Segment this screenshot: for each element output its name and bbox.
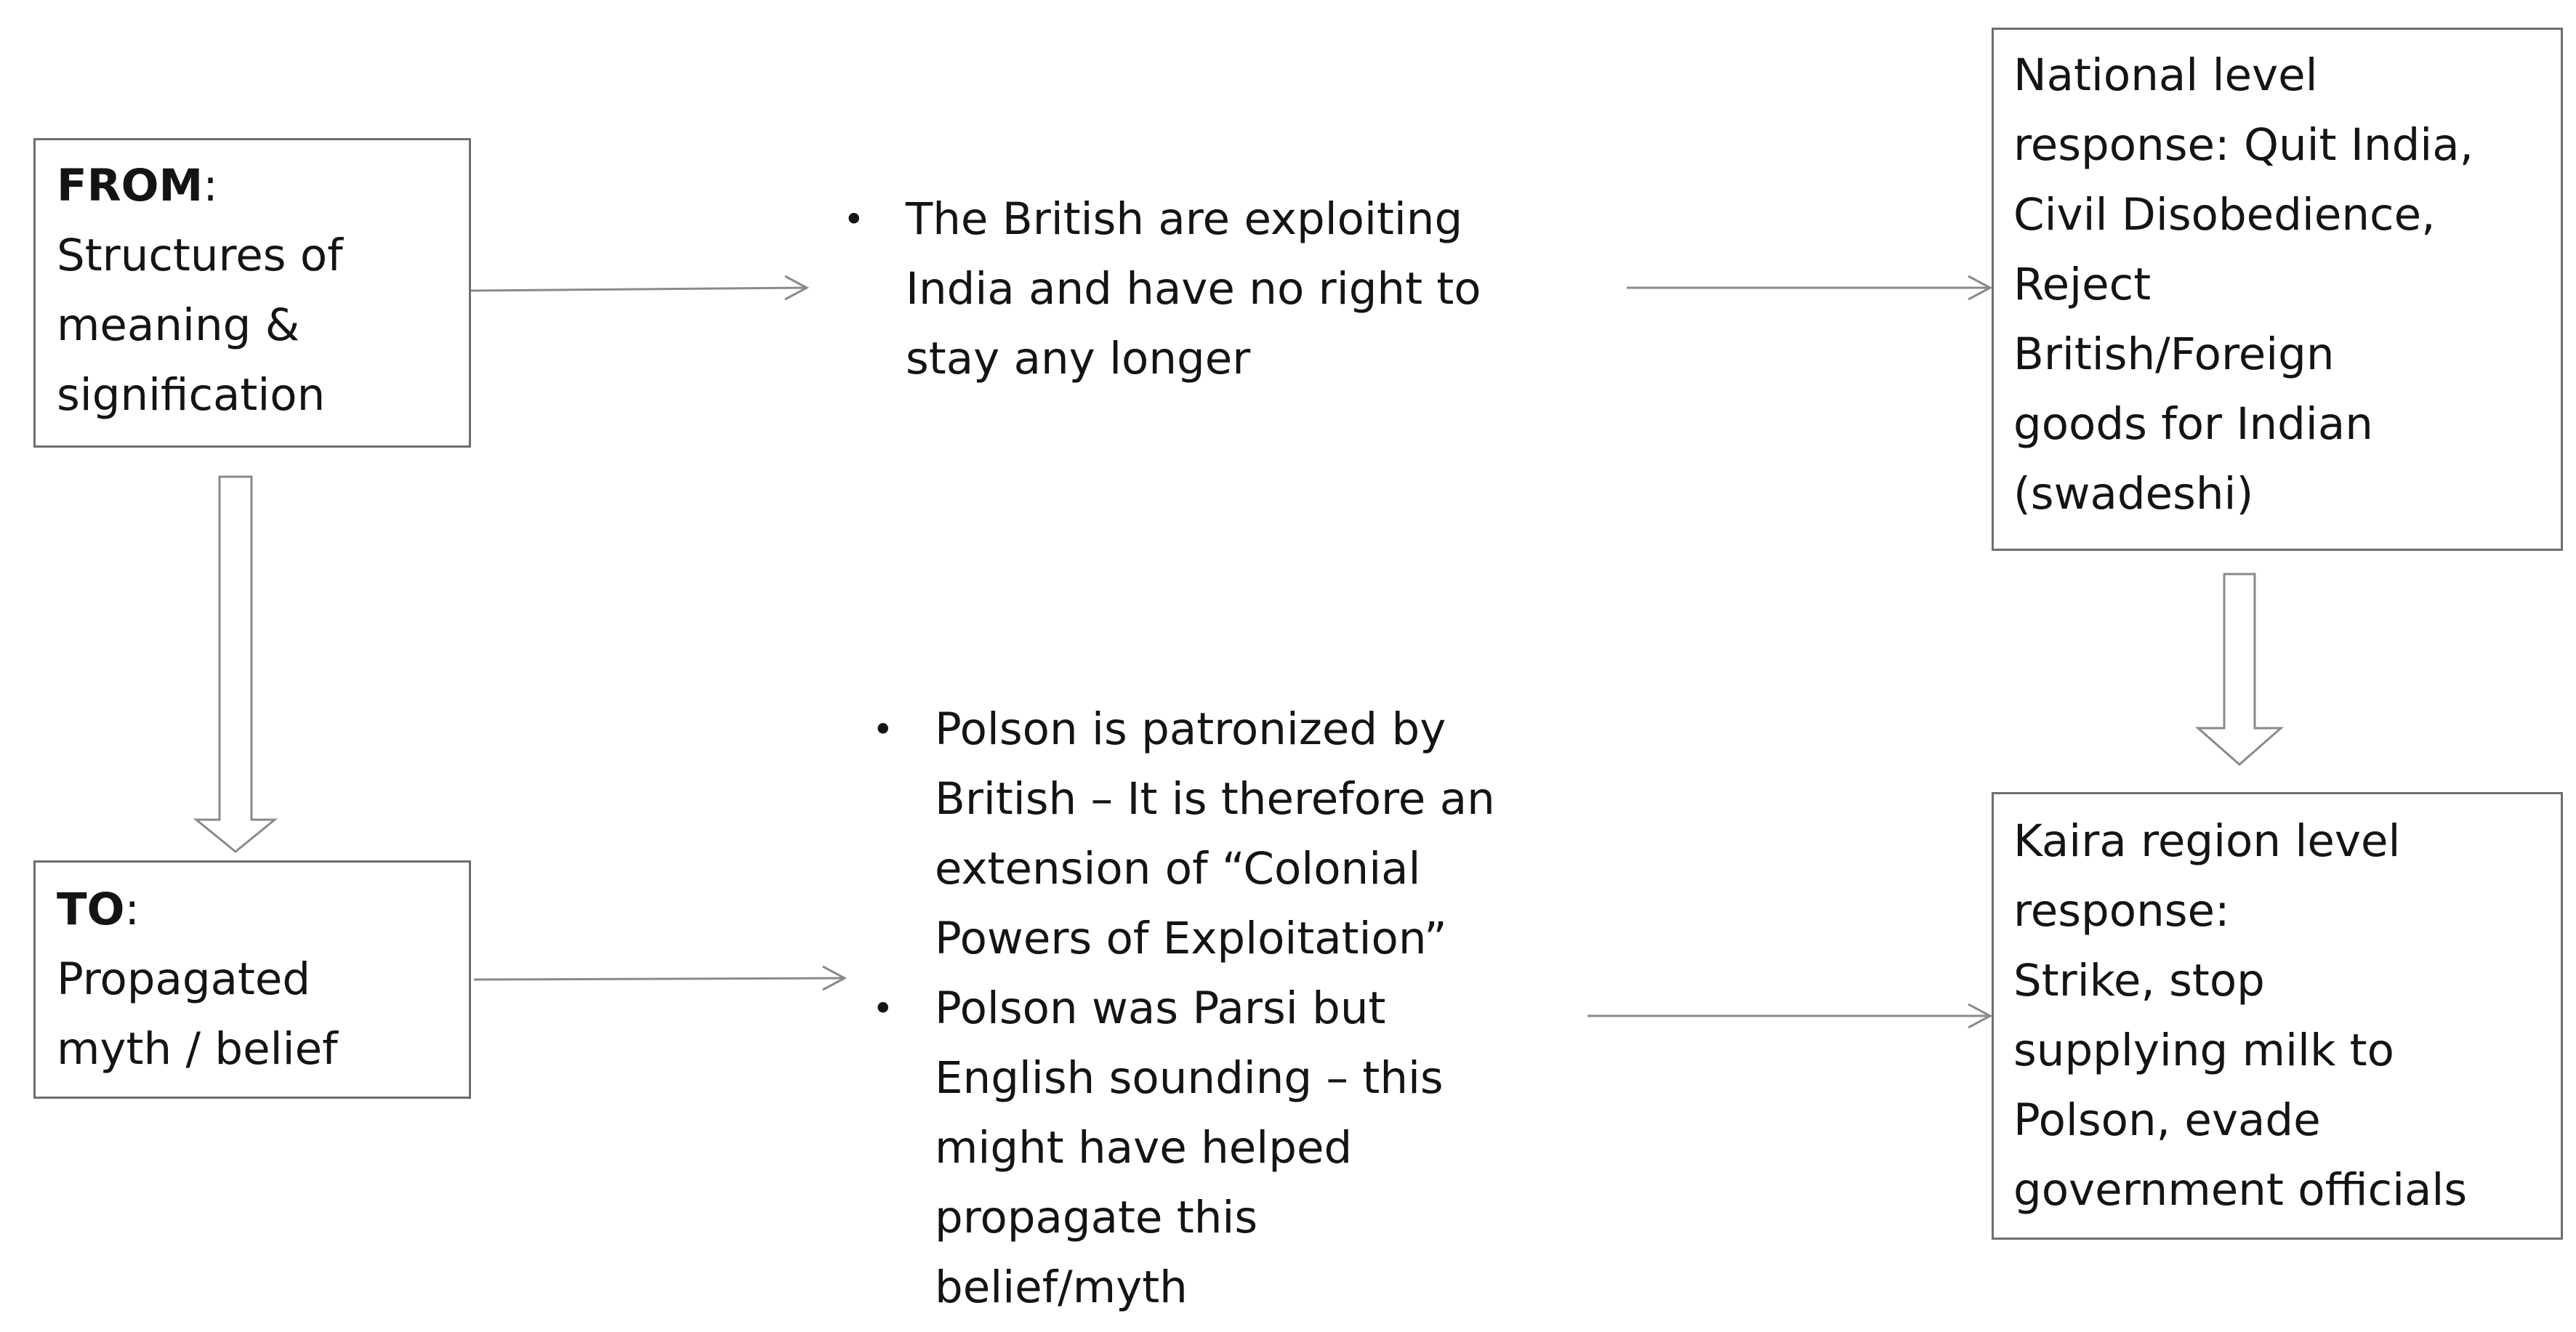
bullet-line: Powers of Exploitation” bbox=[935, 913, 1447, 964]
bullet-item bbox=[862, 695, 1495, 974]
to-line: myth / belief bbox=[57, 1023, 338, 1075]
to-line: Propagated bbox=[57, 953, 311, 1005]
national-line: National level bbox=[2013, 49, 2318, 101]
national-line: Reject bbox=[2013, 259, 2152, 310]
bullet-line: stay any longer bbox=[906, 333, 1251, 384]
to-heading: TO bbox=[57, 884, 125, 935]
from-line: Structures of bbox=[57, 230, 343, 281]
national-line: (swadeshi) bbox=[2013, 468, 2254, 520]
kaira-line: Kaira region level bbox=[2013, 815, 2401, 867]
block-arrow-national-to-kaira bbox=[2198, 574, 2281, 764]
to-heading-colon: : bbox=[124, 884, 140, 935]
national-line: response: Quit India, bbox=[2013, 119, 2474, 171]
national-line: Civil Disobedience, bbox=[2013, 189, 2436, 241]
top-bullet-list bbox=[833, 185, 1481, 394]
from-box-text bbox=[57, 151, 343, 430]
arrow-from-to-top-bullet bbox=[471, 288, 805, 291]
from-line: meaning & bbox=[57, 299, 300, 351]
bullet-line: might have helped bbox=[935, 1122, 1353, 1174]
national-response-text bbox=[2013, 41, 2474, 529]
kaira-line: Polson, evade bbox=[2013, 1094, 2321, 1146]
kaira-line: supplying milk to bbox=[2013, 1025, 2394, 1076]
from-heading: FROM bbox=[57, 160, 204, 211]
kaira-line: Strike, stop bbox=[2013, 955, 2265, 1006]
bottom-bullet-list bbox=[862, 695, 1495, 1323]
arrow-to-to-bottom-bullets bbox=[474, 978, 843, 980]
bullet-line: India and have no right to bbox=[906, 263, 1481, 315]
from-heading-line bbox=[57, 151, 343, 221]
from-line: signification bbox=[57, 369, 326, 421]
bullet-line: • The British are exploiting bbox=[906, 193, 1463, 245]
kaira-line: government officials bbox=[2013, 1164, 2468, 1216]
bullet-line: English sounding – this bbox=[935, 1052, 1444, 1104]
block-arrow-from-to bbox=[196, 477, 275, 852]
bullet-line: British – It is therefore an bbox=[935, 773, 1495, 825]
from-heading-colon: : bbox=[203, 160, 218, 211]
bullet-line: extension of “Colonial bbox=[935, 843, 1421, 895]
kaira-response-text bbox=[2013, 807, 2467, 1225]
bullet-line: • Polson is patronized by bbox=[935, 703, 1446, 755]
bullet-line: propagate this bbox=[935, 1192, 1258, 1243]
bullet-item bbox=[862, 974, 1495, 1323]
to-box-text bbox=[57, 875, 338, 1084]
to-heading-line bbox=[57, 875, 338, 945]
national-line: goods for Indian bbox=[2013, 398, 2373, 450]
kaira-line: response: bbox=[2013, 885, 2230, 937]
bullet-item bbox=[833, 185, 1481, 394]
bullet-line: belief/myth bbox=[935, 1262, 1188, 1313]
bullet-line: • Polson was Parsi but bbox=[935, 982, 1386, 1034]
national-line: British/Foreign bbox=[2013, 328, 2335, 380]
